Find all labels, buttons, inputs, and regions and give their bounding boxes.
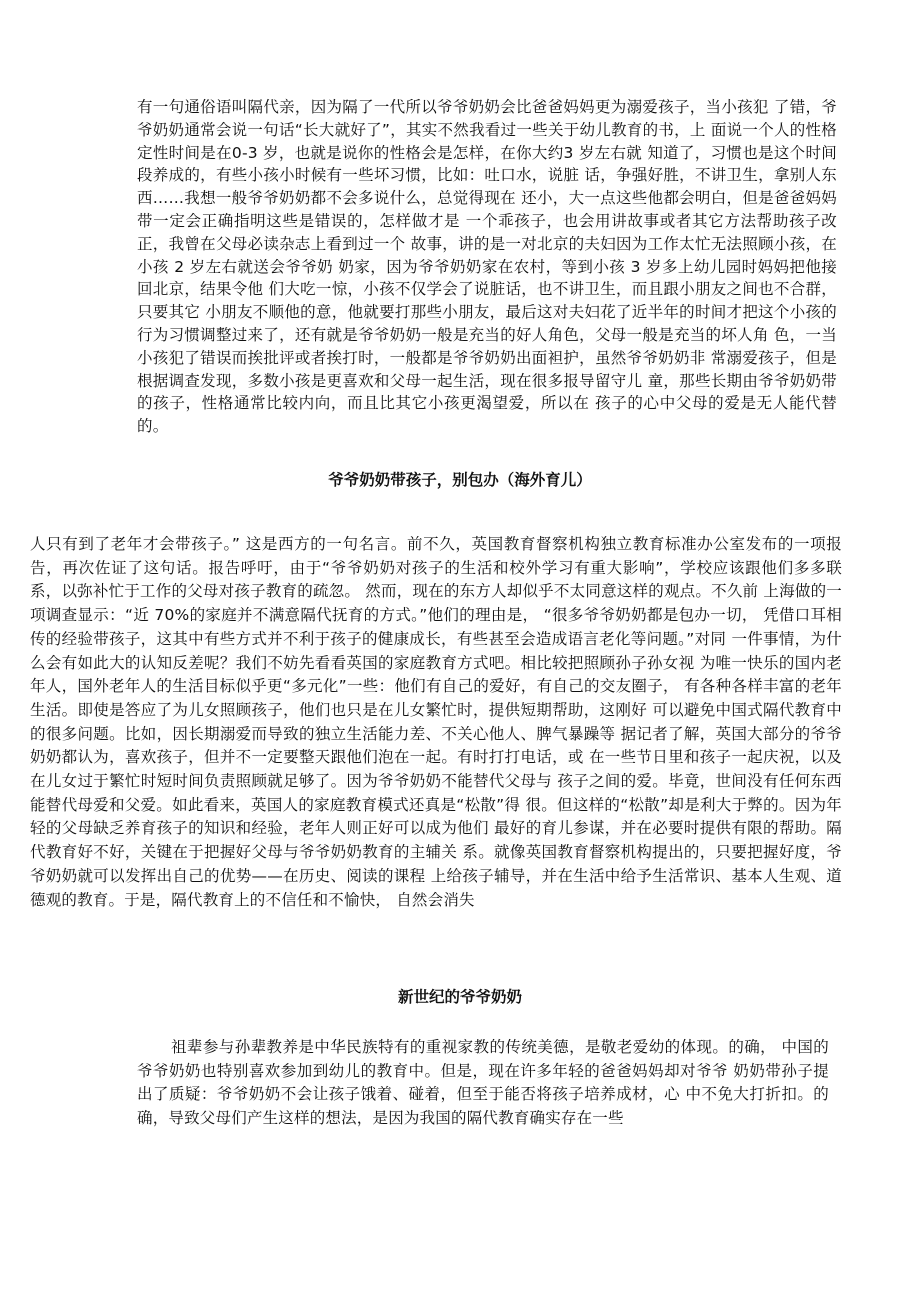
paragraph-grandparents-spoiling: 有一句通俗语叫隔代亲，因为隔了一代所以爷爷奶奶会比爸爸妈妈更为溺爱孩子，当小孩犯 了错，爷爷奶奶通常会说一句话“长大就好了”，其实不然我看过一些关于幼儿教育的书，上 面说一个人的性格定性时间是在0-3 岁，也就是说你的性格会是怎样，在你大约3 岁左右就 知道了，习惯也是这个时间段养成的，有些小孩小时候有一些坏习惯，比如：吐口水，说脏 话，争强好胜，不讲卫生，拿别人东西……我想一般爷爷奶奶都不会多说什么，总觉得现在 还小，大一点这些他都会明白，但是爸爸妈妈带一定会正确指明这些是错误的，怎样做才是 一个乖孩子，也会用讲故事或者其它方法帮助孩子改正，我曾在父母必读杂志上看到过一个 故事，讲的是一对北京的夫妇因为工作太忙无法照顾小孩，在小孩 2 岁左右就送会爷爷奶 奶家，因为爷爷奶奶家在农村，等到小孩 3 岁多上幼儿园时妈妈把他接回北京，结果令他 们大吃一惊，小孩不仅学会了说脏话，也不讲卫生，而且跟小朋友之间也不合群，只要其它 小朋友不顺他的意，他就要打那些小朋友，最后这对夫妇花了近半年的时间才把这个小孩的 行为习惯调整过来了，还有就是爷爷奶奶一般是充当的好人角色，父母一般是充当的坏人角 色，一当小孩犯了错误而挨批评或者挨打时，一般都是爷爷奶奶出面袒护，虽然爷爷奶奶非 常溺爱孩子，但是根据调查发现，多数小孩是更喜欢和父母一起生活，现在很多报导留守儿 童，那些长期由爷爷奶奶带的孩子，性格通常比较内向，而且比其它小孩更渴望爱，所以在 孩子的心中父母的爱是无人能代替的。 — [137, 98, 837, 436]
section-heading-new-century-grandparents: 新世纪的爷爷奶奶 — [397, 988, 522, 1006]
paragraph-british-grandparents: 人只有到了老年才会带孩子。” 这是西方的一句名言。前不久，英国教育督察机构独立教育标准办公室发布的一项报告，再次佐证了这句话。报告呼吁，由于“爷爷奶奶对孩子的生活和校外学习有重大影响”，学校应该跟他们多多联系，以弥补忙于工作的父母对孩子教育的疏忽。 然而，现在的东方人却似乎不太同意这样的观点。不久前 上海做的一项调查显示：“近 70%的家庭并不满意隔代抚育的方式。”他们的理由是， “很多爷爷奶奶都是包办一切， 凭借口耳相传的经验带孩子，这其中有些方式并不利于孩子的健康成长，有些甚至会造成语言老化等问题。”对同 一件事情，为什么会有如此大的认知反差呢？我们不妨先看看英国的家庭教育方式吧。相比较把照顾孙子孙女视 为唯一快乐的国内老年人，国外老年人的生活目标似乎更“多元化”一些：他们有自己的爱好，有自己的交友圈子， 有各种各样丰富的老年生活。即使是答应了为儿女照顾孩子，他们也只是在儿女繁忙时，提供短期帮助，这刚好 可以避免中国式隔代教育中的很多问题。比如，因长期溺爱而导致的独立生活能力差、不关心他人、脾气暴躁等 据记者了解，英国大部分的爷爷奶奶都认为，喜欢孩子，但并不一定要整天跟他们泡在一起。有时打打电话，或 在一些节日里和孩子一起庆祝，以及在儿女过于繁忙时短时间负责照顾就足够了。因为爷爷奶奶不能替代父母与 孩子之间的爱。毕竟，世间没有任何东西能替代母爱和父爱。如此看来，英国人的家庭教育模式还真是“松散”得 很。但这样的“松散”却是利大于弊的。因为年轻的父母缺乏养育孩子的知识和经验，老年人则正好可以成为他们 最好的育儿参谋，并在必要时提供有限的帮助。隔代教育好不好，关键在于把握好父母与爷爷奶奶教育的主辅关 系。就像英国教育督察机构提出的，只要把握好度，爷爷奶奶就可以发挥出自己的优势——在历史、阅读的课程 上给孩子辅导，并在生活中给予生活常识、基本人生观、道德观的教育。于是，隔代教育上的不信任和不愉快， 自然会消失 — [30, 535, 842, 909]
section-heading-overseas-parenting: 爷爷奶奶带孩子，别包办（海外育儿） — [328, 471, 592, 489]
paragraph-intergenerational-education: 祖辈参与孙辈教养是中华民族特有的重视家教的传统美德，是敬老爱幼的体现。的确， 中国的爷爷奶奶也特别喜欢参加到幼儿的教育中。但是，现在许多年轻的爸爸妈妈却对爷爷 奶奶带孙子提出了质疑：爷爷奶奶不会让孩子饿着、碰着，但至于能否将孩子培养成材，心 中不免大打折扣。的确，导致父母们产生这样的想法，是因为我国的隔代教育确实存在一些 — [137, 1038, 829, 1127]
